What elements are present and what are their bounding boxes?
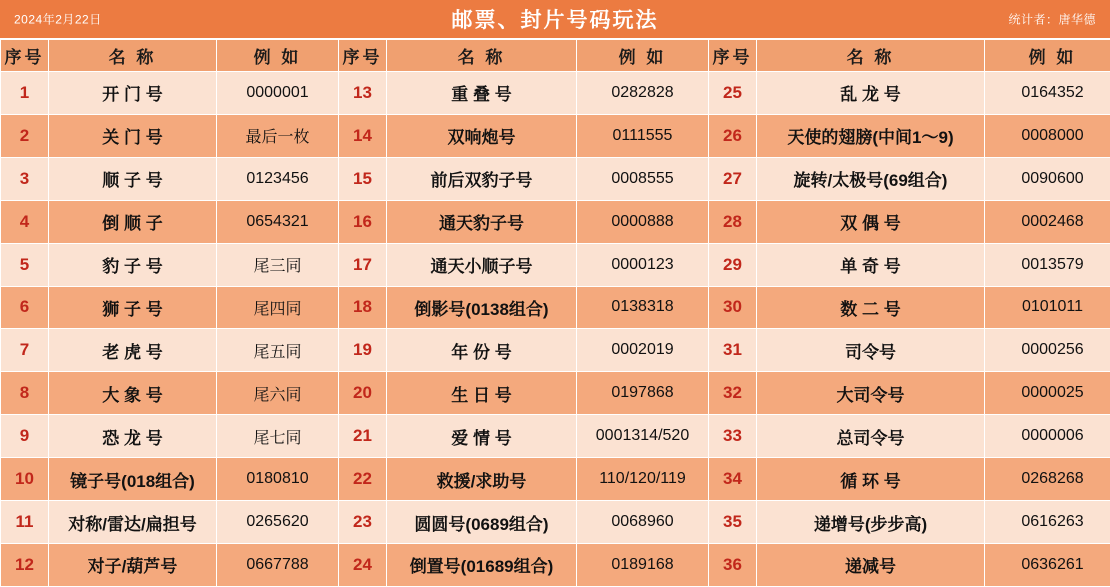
row-index: 8 xyxy=(1,372,49,415)
row-index: 35 xyxy=(709,501,757,544)
row-index: 33 xyxy=(709,415,757,458)
col-name-2: 名 称 xyxy=(387,40,577,72)
row-index: 5 xyxy=(1,243,49,286)
table-row xyxy=(1,543,1110,586)
row-name: 关 门 号 xyxy=(49,114,217,157)
row-example: 0068960 xyxy=(577,501,709,544)
table-row xyxy=(1,157,1110,200)
row-name: 生 日 号 xyxy=(387,372,577,415)
row-name: 倒 顺 子 xyxy=(49,200,217,243)
col-index-2: 序号 xyxy=(339,40,387,72)
row-example: 0000006 xyxy=(985,415,1110,458)
row-index: 7 xyxy=(1,329,49,372)
row-index: 32 xyxy=(709,372,757,415)
row-name: 大司令号 xyxy=(757,372,985,415)
row-name: 顺 子 号 xyxy=(49,157,217,200)
row-index: 1 xyxy=(1,72,49,115)
row-example: 0138318 xyxy=(577,286,709,329)
author-label: 统计者：唐华德 xyxy=(1008,12,1096,27)
row-name: 司令号 xyxy=(757,329,985,372)
table-row xyxy=(1,72,1110,115)
col-example-3: 例 如 xyxy=(985,40,1110,72)
row-name: 镜子号(018组合) xyxy=(49,458,217,501)
table-header xyxy=(1,40,1110,72)
row-example: 0164352 xyxy=(985,72,1110,115)
row-index: 29 xyxy=(709,243,757,286)
row-index: 12 xyxy=(1,543,49,586)
row-example: 0001314/520 xyxy=(577,415,709,458)
row-index: 22 xyxy=(339,458,387,501)
row-index: 34 xyxy=(709,458,757,501)
row-index: 18 xyxy=(339,286,387,329)
row-name: 总司令号 xyxy=(757,415,985,458)
row-name: 恐 龙 号 xyxy=(49,415,217,458)
row-name: 救援/求助号 xyxy=(387,458,577,501)
col-example-1: 例 如 xyxy=(217,40,339,72)
row-name: 递增号(步步高) xyxy=(757,501,985,544)
page-title: 邮票、封片号码玩法 xyxy=(451,9,659,32)
row-index: 21 xyxy=(339,415,387,458)
row-index: 2 xyxy=(1,114,49,157)
row-name: 双响炮号 xyxy=(387,114,577,157)
row-name: 年 份 号 xyxy=(387,329,577,372)
row-example: 0282828 xyxy=(577,72,709,115)
row-name: 通天豹子号 xyxy=(387,200,577,243)
row-example: 最后一枚 xyxy=(217,114,339,157)
row-index: 31 xyxy=(709,329,757,372)
table-row xyxy=(1,372,1110,415)
row-index: 23 xyxy=(339,501,387,544)
row-index: 10 xyxy=(1,458,49,501)
row-name: 开 门 号 xyxy=(49,72,217,115)
row-index: 28 xyxy=(709,200,757,243)
table-row xyxy=(1,501,1110,544)
col-example-2: 例 如 xyxy=(577,40,709,72)
row-example: 0636261 xyxy=(985,543,1110,586)
row-name: 爱 情 号 xyxy=(387,415,577,458)
row-example: 0000001 xyxy=(217,72,339,115)
row-index: 19 xyxy=(339,329,387,372)
row-index: 11 xyxy=(1,501,49,544)
row-example: 尾六同 xyxy=(217,372,339,415)
row-example: 0265620 xyxy=(217,501,339,544)
row-index: 25 xyxy=(709,72,757,115)
row-name: 老 虎 号 xyxy=(49,329,217,372)
row-example: 0090600 xyxy=(985,157,1110,200)
row-index: 14 xyxy=(339,114,387,157)
col-name-1: 名 称 xyxy=(49,40,217,72)
row-name: 天使的翅膀(中间1～9) xyxy=(757,114,985,157)
row-index: 3 xyxy=(1,157,49,200)
row-index: 4 xyxy=(1,200,49,243)
row-name: 重 叠 号 xyxy=(387,72,577,115)
row-name: 倒影号(0138组合) xyxy=(387,286,577,329)
row-name: 豹 子 号 xyxy=(49,243,217,286)
table-body xyxy=(1,72,1110,587)
row-name: 单 奇 号 xyxy=(757,243,985,286)
number-play-table xyxy=(0,39,1110,587)
row-name: 循 环 号 xyxy=(757,458,985,501)
row-example: 0000256 xyxy=(985,329,1110,372)
row-example: 0111555 xyxy=(577,114,709,157)
row-index: 6 xyxy=(1,286,49,329)
row-example: 0000025 xyxy=(985,372,1110,415)
table-row xyxy=(1,415,1110,458)
row-name: 前后双豹子号 xyxy=(387,157,577,200)
row-example: 0008555 xyxy=(577,157,709,200)
row-name: 对称/雷达/扁担号 xyxy=(49,501,217,544)
row-name: 倒置号(01689组合) xyxy=(387,543,577,586)
row-name: 旋转/太极号(69组合) xyxy=(757,157,985,200)
col-index-1: 序号 xyxy=(1,40,49,72)
row-example: 0002019 xyxy=(577,329,709,372)
row-index: 30 xyxy=(709,286,757,329)
row-example: 0008000 xyxy=(985,114,1110,157)
table-row xyxy=(1,286,1110,329)
row-example: 尾三同 xyxy=(217,243,339,286)
row-name: 双 偶 号 xyxy=(757,200,985,243)
row-example: 尾七同 xyxy=(217,415,339,458)
row-index: 36 xyxy=(709,543,757,586)
row-example: 0268268 xyxy=(985,458,1110,501)
row-index: 17 xyxy=(339,243,387,286)
row-example: 110/120/119 xyxy=(577,458,709,501)
row-example: 0000123 xyxy=(577,243,709,286)
col-name-3: 名 称 xyxy=(757,40,985,72)
row-example: 0013579 xyxy=(985,243,1110,286)
row-index: 27 xyxy=(709,157,757,200)
row-name: 大 象 号 xyxy=(49,372,217,415)
title-bar xyxy=(0,0,1110,39)
date-label: 2024年2月22日 xyxy=(14,12,102,27)
row-name: 递减号 xyxy=(757,543,985,586)
row-example: 0123456 xyxy=(217,157,339,200)
row-name: 乱 龙 号 xyxy=(757,72,985,115)
row-index: 26 xyxy=(709,114,757,157)
row-example: 0654321 xyxy=(217,200,339,243)
row-index: 20 xyxy=(339,372,387,415)
table-row xyxy=(1,114,1110,157)
row-example: 0189168 xyxy=(577,543,709,586)
row-example: 尾四同 xyxy=(217,286,339,329)
table-row xyxy=(1,243,1110,286)
col-index-3: 序号 xyxy=(709,40,757,72)
row-example: 0616263 xyxy=(985,501,1110,544)
row-index: 24 xyxy=(339,543,387,586)
row-example: 0000888 xyxy=(577,200,709,243)
row-index: 13 xyxy=(339,72,387,115)
row-index: 15 xyxy=(339,157,387,200)
row-example: 0197868 xyxy=(577,372,709,415)
table-row xyxy=(1,458,1110,501)
row-name: 圆圆号(0689组合) xyxy=(387,501,577,544)
row-name: 对子/葫芦号 xyxy=(49,543,217,586)
row-name: 通天小顺子号 xyxy=(387,243,577,286)
table-row xyxy=(1,329,1110,372)
row-example: 尾五同 xyxy=(217,329,339,372)
row-name: 狮 子 号 xyxy=(49,286,217,329)
row-example: 0180810 xyxy=(217,458,339,501)
row-index: 16 xyxy=(339,200,387,243)
row-index: 9 xyxy=(1,415,49,458)
table-row xyxy=(1,200,1110,243)
header-row xyxy=(1,40,1110,72)
row-example: 0101011 xyxy=(985,286,1110,329)
row-example: 0667788 xyxy=(217,543,339,586)
row-name: 数 二 号 xyxy=(757,286,985,329)
row-example: 0002468 xyxy=(985,200,1110,243)
